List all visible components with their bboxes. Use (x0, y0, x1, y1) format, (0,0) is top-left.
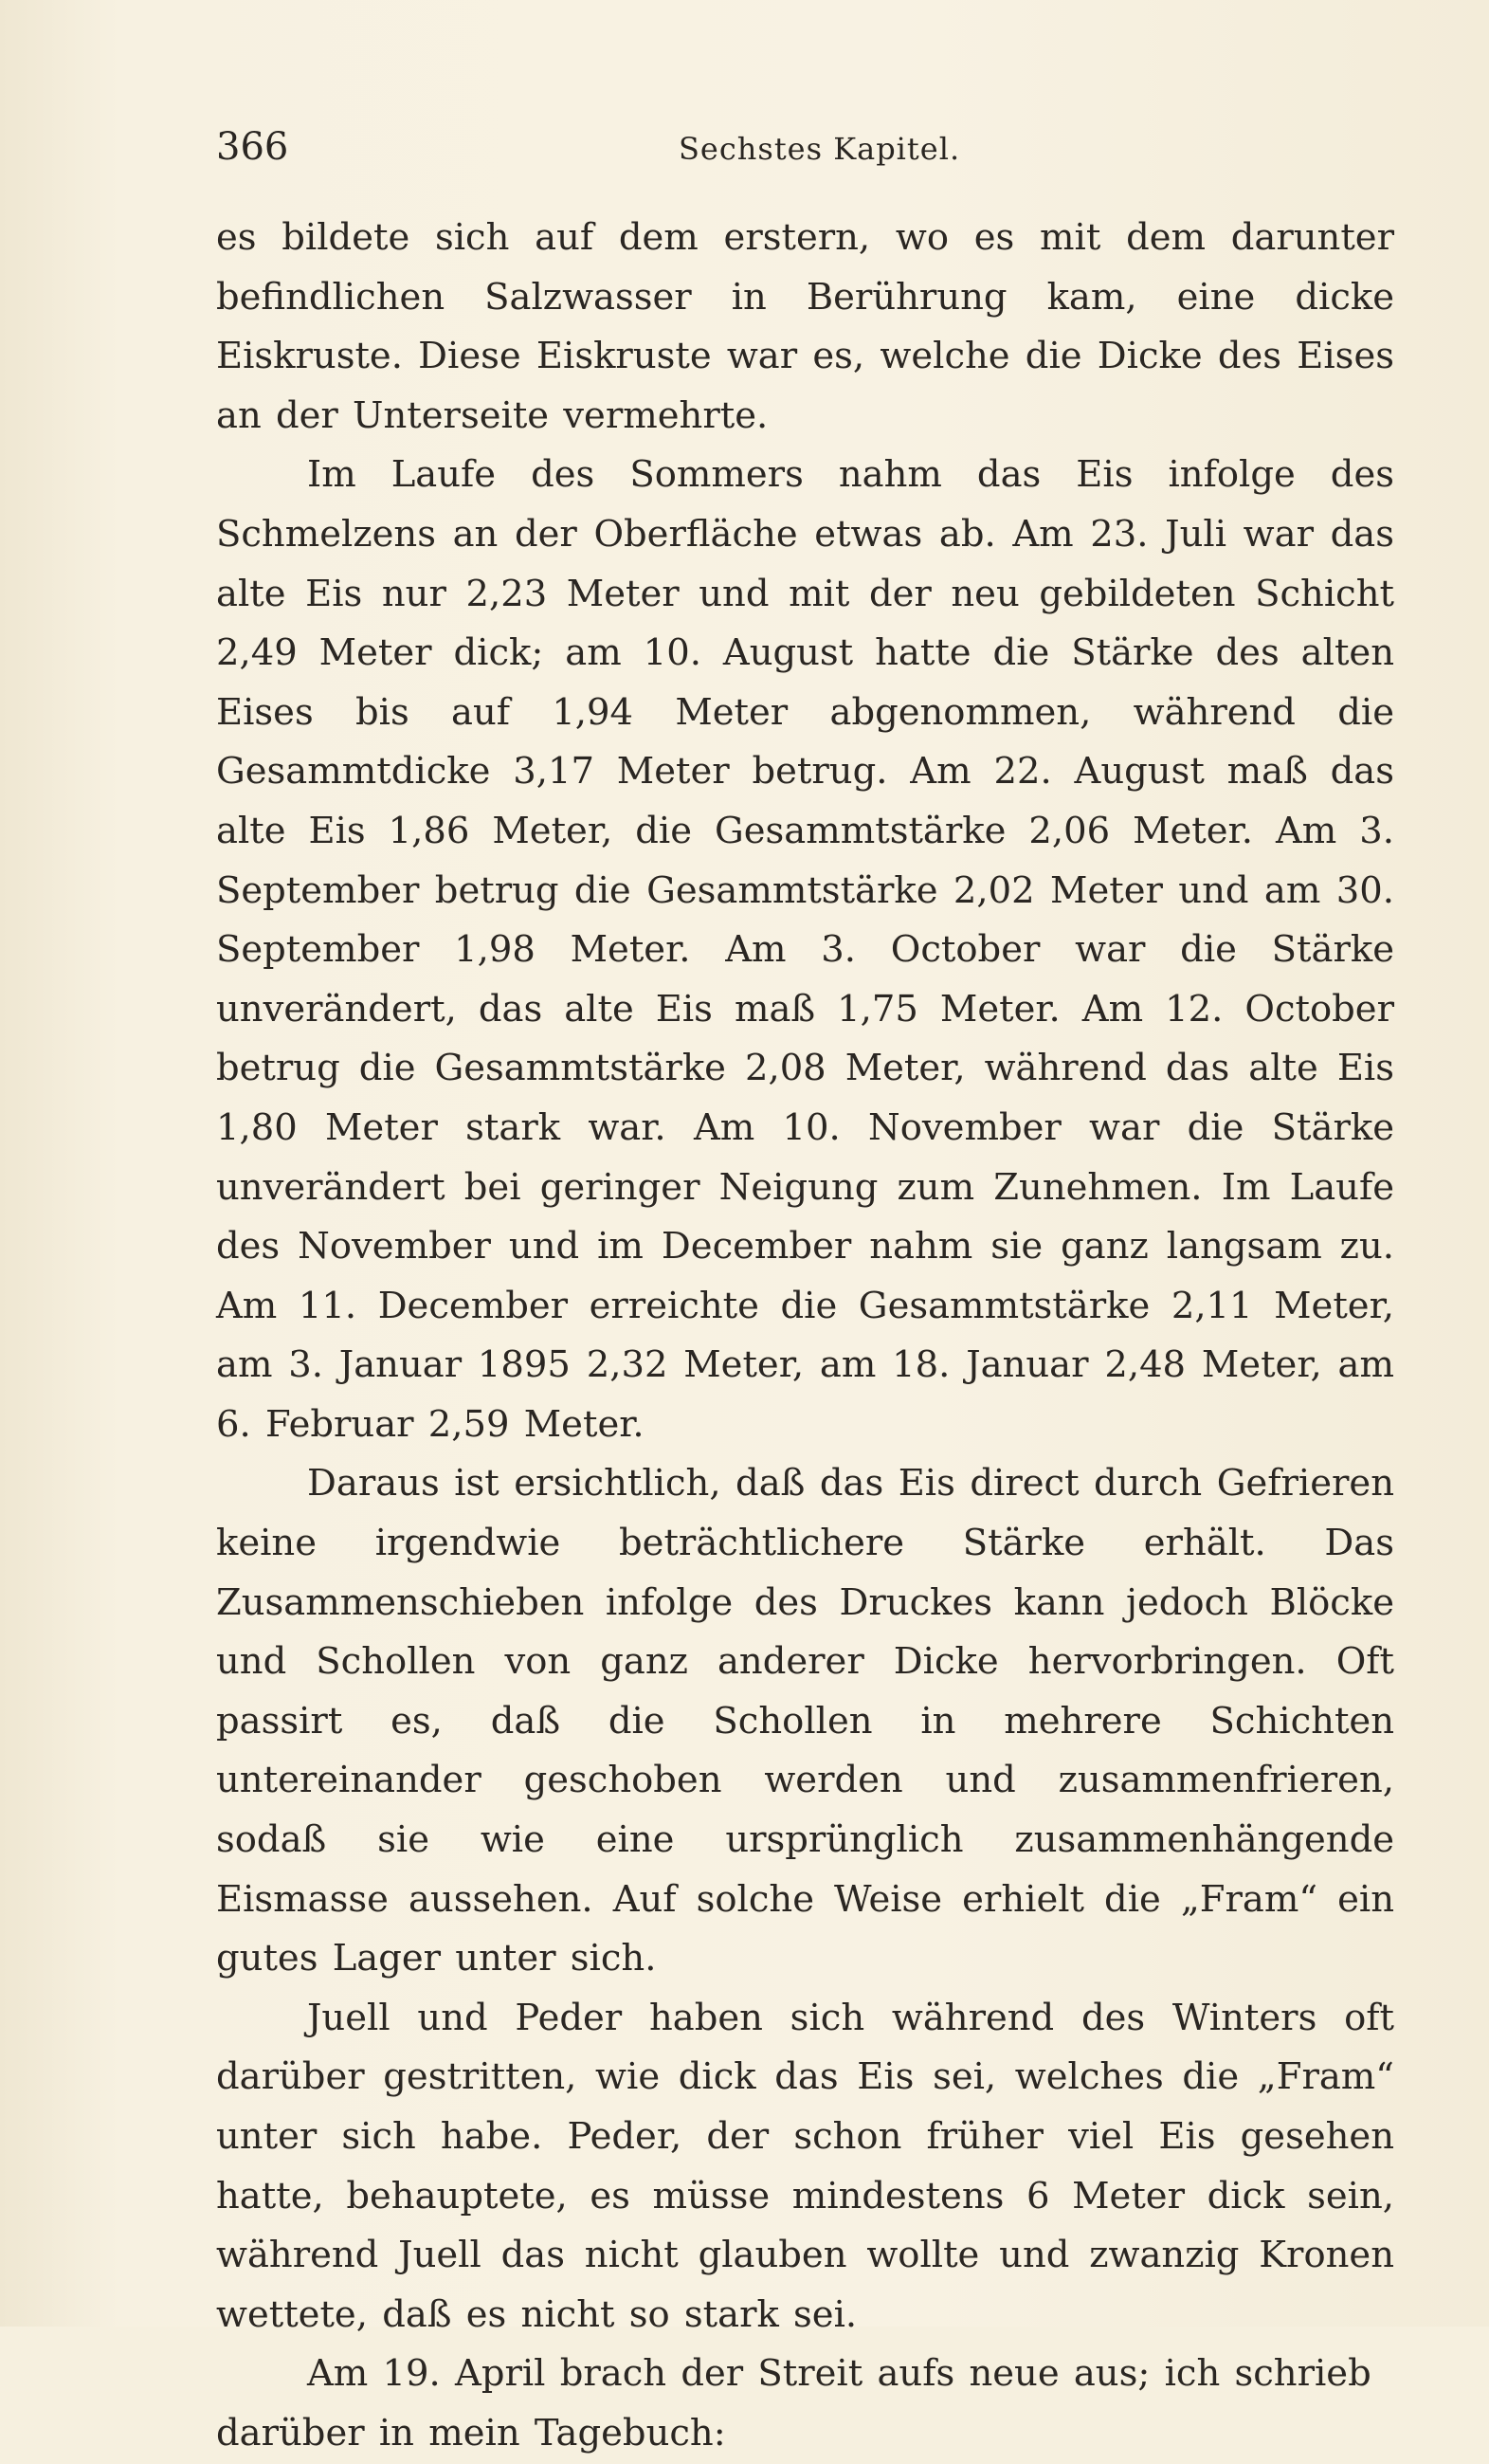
page-header (216, 125, 1259, 182)
paragraph-ice-growth: Daraus ist ersichtlich, daß das Eis direct durch Gefrieren keine irgendwie beträchtlichere Stärke erhält. Das Zusammenschieben infolge des Druckes kann jedoch Blöcke und Schollen von ganz anderer Dicke hervorbringen. Oft passirt es, daß die Schollen in mehrere Schichten untereinander geschoben werden und zusammenfrieren, sodaß sie wie eine ursprünglich zusammenhängende Eismasse aussehen. Auf solche Weise erhielt die „Fram“ ein gutes Lager unter sich. (216, 1462, 1394, 1980)
page-number: 366 (216, 125, 289, 169)
paragraph-juell-peder-bet: Juell und Peder haben sich während des Winters oft darüber gestritten, wie dick das Eis sei, welches die „Fram“ unter sich habe. Peder, der schon früher viel Eis gesehen hatte, behauptete, es müsse mindestens 6 Meter dick sein, während Juell das nicht glauben wollte und zwanzig Kronen wettete, daß es nicht so stark sei. (216, 1996, 1394, 2336)
running-title: Sechstes Kapitel. (679, 131, 961, 167)
paragraph-diary-intro: Am 19. April brach der Streit aufs neue aus; ich schrieb darüber in mein Tagebuch: (216, 2352, 1371, 2455)
paragraph-ice-thickness-measurements: Im Laufe des Sommers nahm das Eis infolge des Schmelzens an der Oberfläche etwas ab. Am 23. Juli war das alte Eis nur 2,23 Meter und mit der neu gebildeten Schicht 2,49 Meter dick; am 10. August hatte die Stärke des alten Eises bis auf 1,94 Meter abgenommen, während die Gesammtdicke 3,17 Meter betrug. Am 22. August maß das alte Eis 1,86 Meter, die Gesammtstärke 2,06 Meter. Am 3. September betrug die Gesammtstärke 2,02 Meter und am 30. September 1,98 Meter. Am 3. October war die Stärke unverändert, das alte Eis maß 1,75 Meter. Am 12. October betrug die Gesammtstärke 2,08 Meter, während das alte Eis 1,80 Meter stark war. Am 10. November war die Stärke unverändert bei geringer Neigung zum Zunehmen. Im Laufe des November und im December nahm sie ganz langsam zu. Am 11. December erreichte die Gesammtstärke 2,11 Meter, am 3. Januar 1895 2,32 Meter, am 18. Januar 2,48 Meter, am 6. Februar 2,59 Meter. (216, 453, 1394, 1446)
body-text (216, 209, 1394, 2464)
paragraph-continuation: es bildete sich auf dem erstern, wo es mit dem darunter befindlichen Salzwasser in Berührung kam, eine dicke Eiskruste. Diese Eiskruste war es, welche die Dicke des Eises an der Unterseite vermehrte. (216, 216, 1394, 437)
